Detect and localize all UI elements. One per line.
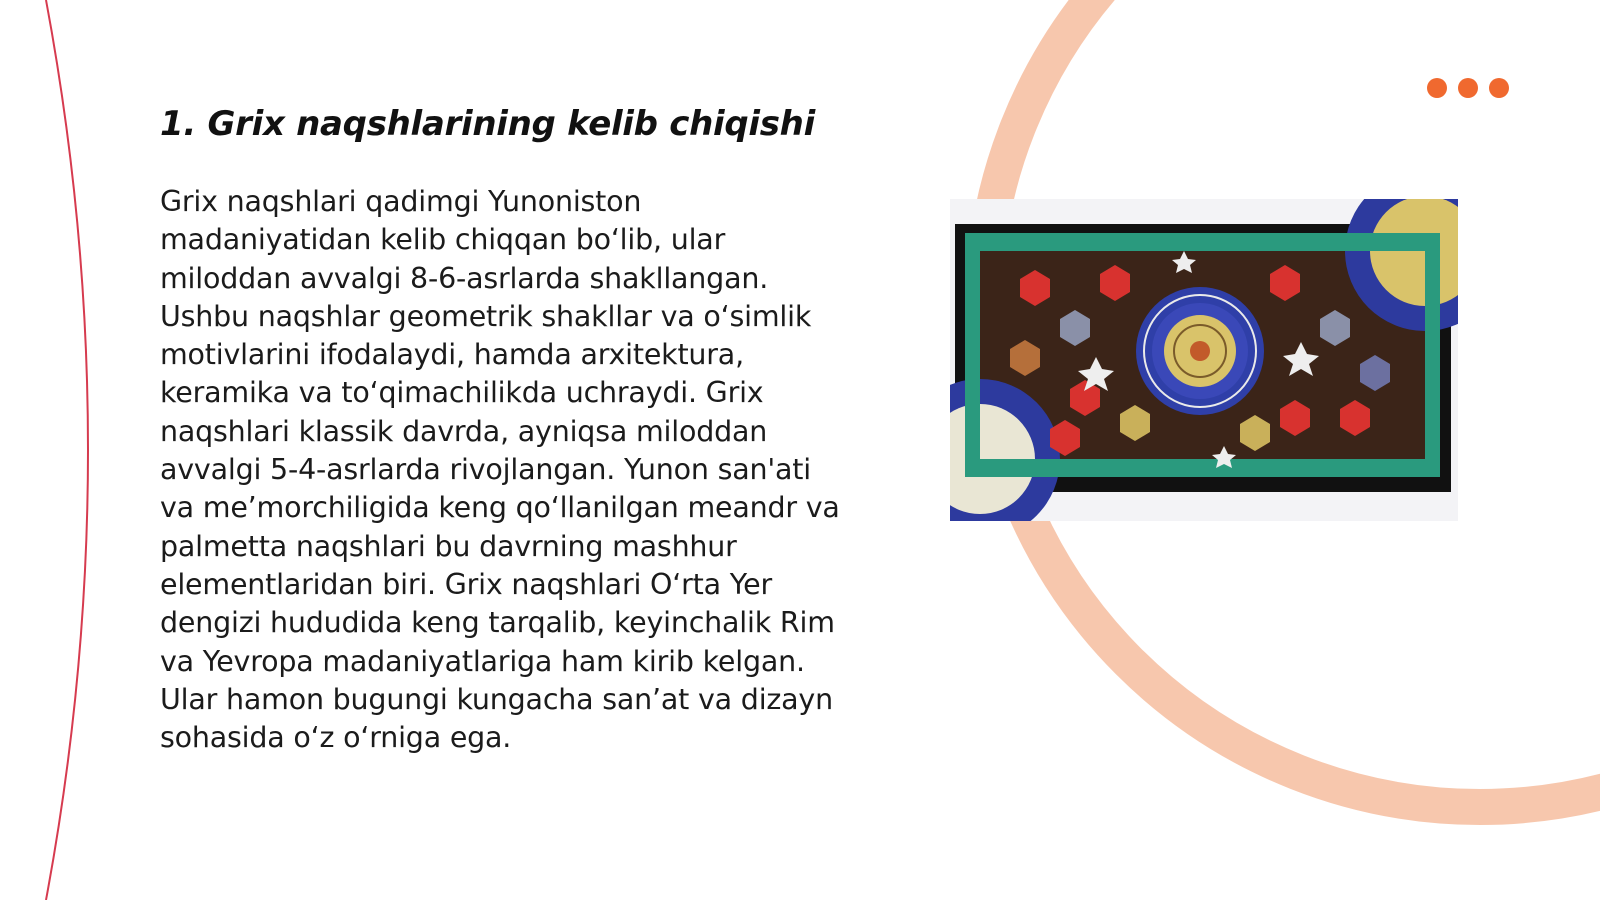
ornamental-panel-illustration xyxy=(950,199,1458,521)
dot-icon xyxy=(1427,78,1447,98)
slide-body-text: Grix naqshlari qadimgi Yunoniston madaniyatidan kelib chiqqan bo‘lib, ular miloddan avvalgi 8-6-asrlarda shakllangan. Ushbu naqshlar geometrik shakllar va o‘simlik motivlarini ifodalaydi, hamda arxitektura, keramika va to‘qimachilikda uchraydi. Grix naqshlari klassik davrda, ayniqsa miloddan avvalgi 5-4-asrlarda rivojlangan. Yunon san'ati va me’morchiligida keng qo‘llanilgan meandr va palmetta naqshlari bu davrning mashhur elementlaridan biri. Grix naqshlari O‘rta Yer dengizi hududida keng tarqalib, keyinchalik Rim va Yevropa madaniyatlariga ham kirib kelgan. Ular hamon bugungi kungacha san’at va dizayn sohasida o‘z o‘rniga ega. xyxy=(160,185,840,755)
left-accent-curve xyxy=(46,0,88,900)
dot-icon xyxy=(1489,78,1509,98)
three-dots-icon xyxy=(1427,78,1509,98)
slide-title: 1. Grix naqshlarining kelib chiqishi xyxy=(160,104,815,144)
ornamental-panel-image xyxy=(950,199,1458,521)
dot-icon xyxy=(1458,78,1478,98)
central-medallion xyxy=(1136,287,1264,415)
